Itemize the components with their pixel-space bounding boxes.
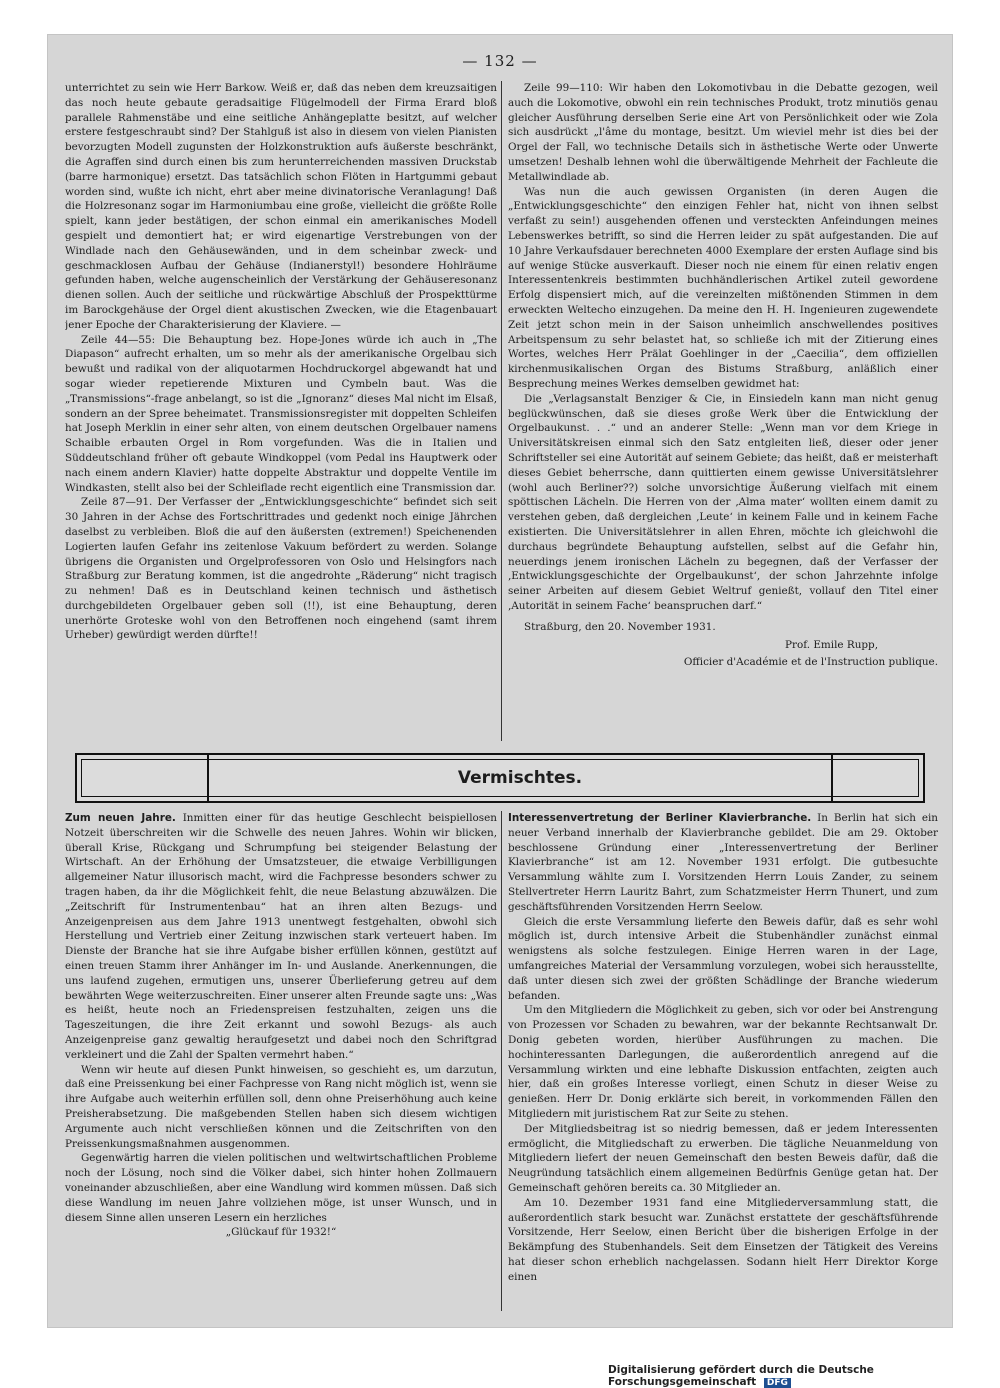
paragraph: Gleich die erste Versammlung lieferte den Beweis dafür, daß es sehr wohl möglich ist, durch intensive Arbeit die Stubenhändler zunächst einmal wenigstens als solche festzulegen. Einige Herren waren in der Lage, umfangreiches Material der Versammlung vorzulegen, wobei sich herausstellte, daß unter diesen sich zwei der größten Schädlinge der Branche wiederum befanden. xyxy=(508,915,938,1002)
scanned-page xyxy=(47,34,953,1328)
dfg-logo: DFG xyxy=(764,1378,791,1388)
paragraph xyxy=(65,811,497,1063)
paragraph: Gegenwärtig harren die vielen politischen und weltwirtschaftlichen Probleme noch der Lösung, noch sind die Völker dabei, sich hinter hohen Zollmauern voneinander abzuschließen, aber eine Wandlung wird kommen müssen. Daß sich diese Wandlung im neuen Jahre vollziehen möge, ist unser Wunsch, und in diesem Sinne allen unseren Lesern ein herzliches xyxy=(65,1152,497,1224)
paragraph-text: Inmitten einer für das heutige Geschlecht beispiellosen Notzeit überschreiten wir die Schwelle des neuen Jahres. Wohin wir blicken, überall Krise, Rückgang und Schrumpfung bei steigender Belastung der Wirtschaft. An der Erhöhung der Umsatzsteuer, die etwaige Verbilligungen allgemeiner Natur illusorisch macht, wird die Fachpresse besonders schwer zu tragen haben, da ihr die Möglichkeit fehlt, die neue Belastung abzuwälzen. Die „Zeitschrift für Instrumentenbau“ hat an ihren alten Bezugs- und Anzeigenpreisen aus dem Jahre 1913 unentwegt festgehalten, obwohl sich Herstellung und Vertrieb einer Zeitung inzwischen stark verteuert haben. Im Dienste der Branche hat sie ihre Aufgabe bisher erfüllen können, gestützt auf einen treuen Stamm ihrer Anhänger im In- und Auslande. Anerkennungen, die uns laufend zugehen, ermutigen uns, unserer Überlieferung getreu auf dem bewährten Wege weiterzuschreiten. Einer unserer alten Freunde sagte uns: „Was es heißt, heute noch an Friedenspreisen festzuhalten, zeigen uns die Tageszeitungen, die ihre Zeit erkannt und sowohl Bezugs- als auch Anzeigenpreise ganz gewaltig heraufgesetzt und dabei noch den Schriftgrad verkleinert und die Zahl der Spalten vermehrt haben.“ xyxy=(65,812,497,1061)
article-piano-trade xyxy=(508,811,938,1285)
section-banner xyxy=(75,753,925,803)
paragraph: Der Mitgliedsbeitrag ist so niedrig bemessen, daß er jedem Interessenten ermöglicht, die Mitgliedschaft zu erwerben. Die tägliche Neuanmeldung von Mitgliedern liefert der neuen Gemeinschaft den besten Beweis dafür, daß die Neugründung tatsächlich einem allgemeinen Bedürfnis Genüge getan hat. Der Gemeinschaft gehören bereits ca. 30 Mitglieder an. xyxy=(508,1122,938,1194)
banner-right-separator xyxy=(831,755,833,801)
paragraph-text: In Berlin hat sich ein neuer Verband innerhalb der Klavierbranche gebildet. Die am 29. Oktober beschlossene Gründung einer „Interessenvertretung der Berliner Klavierbranche“ ist am 12. November 1931 erfolgt. Die gutbesuchte Versammlung wählte zum I. Vorsitzenden Herrn Louis Zander, zu seinem Stellvertreter Herrn Lauritz Bahrt, zum Schatzmeister Herrn Thunert, und zum geschäftsführenden Vorsitzenden Herrn Seelow. xyxy=(508,812,938,913)
signature-block xyxy=(508,620,938,670)
column-divider xyxy=(501,811,502,1311)
paragraph: Die „Verlagsanstalt Benziger & Cie, in Einsiedeln kann man nicht genug beglückwünschen, daß sie dieses große Werk über die Entwicklung der Orgelbaukunst. . .“ und an anderer Stelle: „Wenn man vor dem Kriege in Universitätskreisen einmal sich den Satz entgleiten ließ, dieser oder jener Schriftsteller sei eine Autorität auf seinem Gebiete; das heißt, daß er meisterhaft dieses Gebiet beherrsche, dann quittierten einem gewisse Universitätslehrer (wohl auch Berliner??) solche unvorsichtige Äußerung vielfach mit einem spöttischen Lächeln. Die Herren von der ‚Alma mater‘ wollten einem damit zu verstehen geben, daß dergleichen ‚Leute‘ in keinem Falle und in keinem Fache existierten. Die Universitätslehrer in allen Ehren, möchte ich gleichwohl die durchaus begründete Behauptung aufstellen, selbst auf die Gefahr hin, neuerdings jenem ironischen Lächeln zu begegnen, daß der Verfasser der ‚Entwicklungsgeschichte der Orgelbaukunst‘, der schon Jahrzehnte infolge seiner Arbeiten auf diesem Gebiet Weltruf genießt, vollauf den Titel einer ‚Autorität in seinem Fache‘ beanspruchen darf.“ xyxy=(508,392,938,612)
section-title: Vermischtes. xyxy=(457,768,583,788)
signature-name: Prof. Emile Rupp, xyxy=(785,639,878,652)
column-divider xyxy=(501,81,502,741)
paragraph: Am 10. Dezember 1931 fand eine Mitgliederversammlung statt, die außerordentlich stark besucht war. Zunächst erstattete der geschäftsführende Vorsitzende, Herr Seelow, einen Bericht über die bisherigen Erfolge in der Bekämpfung des Stubenhandels. Seit dem Einsetzen der Tätigkeit des Vereins hat dieser schon erheblich nachgelassen. Sodann hielt Herr Direktor Korge einen xyxy=(508,1196,938,1283)
signature-title: Officier d'Académie et de l'Instruction publique. xyxy=(683,656,938,669)
paragraph: Zeile 87—91. Der Verfasser der „Entwicklungsgeschichte“ befindet sich seit 30 Jahren in der Achse des Fortschrittrades und gedenkt noch einige Jährchen daselbst zu verbleiben. Bloß die auf den äußersten (extremen!) Speichenenden Logierten laufen Gefahr ins zeitenlose Vakuum befördert zu werden. Solange übrigens die Organisten und Orgelprofessoren von Oslo und Helsingfors nach Straßburg zur Beratung kommen, ist die angedrohte „Räderung“ nicht tragisch zu nehmen! Daß es in Deutschland keinen technisch und ästhetisch durchgebildeten Orgelbauer geben soll (!!), ist eine Behauptung, deren unerhörte Groteske wohl von den Betroffenen noch eingehend (samt ihrem Urheber) gewürdigt werden dürfte!! xyxy=(65,496,497,642)
article-heading: Zum neuen Jahre. xyxy=(65,812,176,824)
paragraph: Um den Mitgliedern die Möglichkeit zu geben, sich vor oder bei Anstrengung von Prozessen vor Schaden zu bewahren, war der bekannte Rechtsanwalt Dr. Donig gebeten worden, hierüber Ausführungen zu machen. Die hochinteressanten Darlegungen, die außerordentlich anregend auf die Versammlung wirkten und eine lebhafte Diskussion entfachten, zeigten auch hier, daß ein großes Interesse vorliegt, einen Schutz in dieser Weise zu genießen. Herr Dr. Donig erklärte sich bereit, in vorkommenden Fällen den Mitgliedern mit juristischem Rat zur Seite zu stehen. xyxy=(508,1004,938,1120)
paragraph: Zeile 99—110: Wir haben den Lokomotivbau in die Debatte gezogen, weil auch die Lokomotive, obwohl ein rein technisches Produkt, trotz minutiös genau gleicher Ausführung derselben Serie eine Art von Persönlichkeit oder wie Zola sich ausdrückt „l'âme du montage, besitzt. Um wieviel mehr ist dies bei der Orgel der Fall, wo technische Details sich in ästhetische Werte oder Unwerte umsetzen! Deshalb lehnen wohl die überwältigende Mehrheit der Fachleute die Metallwindlade ab. xyxy=(508,82,938,183)
article-new-year xyxy=(65,811,497,1240)
signature-dateline: Straßburg, den 20. November 1931. xyxy=(524,620,716,633)
closing-line: „Glückauf für 1932!“ xyxy=(225,1226,337,1239)
paragraph: Wenn wir heute auf diesen Punkt hinweisen, so geschieht es, um darzutun, daß eine Preissenkung bei einer Fachpresse von Rang nicht möglich ist, wenn sie ihre Aufgabe auch weiterhin erfüllen soll, denn ohne Preiserhöhung auch keine Preisherabsetzung. Die maßgebenden Stellen haben sich diesem wichtigen Argumente auch nicht verschließen können und die Zeitschriften von den Preissenkungsmaßnahmen ausgenommen. xyxy=(65,1063,497,1150)
paragraph: Zeile 44—55: Die Behauptung bez. Hope-Jones würde ich auch in „The Diapason“ aufrecht erhalten, um so mehr als der amerikanische Orgelbau sich bewußt und radikal von der aliquotarmen Hochdruckorgel abgewandt hat und sogar wieder repetierende Mixturen und Cymbeln baut. Was die „Transmissions“-frage anbelangt, so ist die „Ignoranz“ dieses Mal nicht im Elsaß, sondern an der Spree beheimatet. Transmissionsregister mit doppelten Schleifen hat Joseph Merklin in einer sehr alten, von einem deutschen Orgelbauer namens Schaible erbauten Orgel in Rom vorgefunden. Was die in Italien und Süddeutschland früher oft gebaute Windkoppel (vom Pedal ins Hauptwerk oder nach einem andern Klavier) hatte doppelte Abstraktur und doppelte Ventile im Windkasten, stellt also bei der Schleiflade recht eigentlich eine Transmission dar. xyxy=(65,333,497,494)
paragraph: unterrichtet zu sein wie Herr Barkow. Weiß er, daß das neben dem kreuzsaitigen das noch heute gebaute geradsaitige Flügelmodell der Firma Erard bloß parallele Rahmenstäbe und eine seitliche Anhängeplatte besitzt, auf welcher erstere festgeschraubt sind? Der Stahlguß ist also in diesem von vielen Pianisten bevorzugten Modell zugunsten der Holzkonstruktion aufs äußerste beschränkt, die Agraffen sind durch einen bis zum herunterreichenden massiven Druckstab (barre harmonique) ersetzt. Das tatsächlich schon Flöten in Hartgummi gebaut worden sind, wußte ich nicht, ehrt aber meine divinatorische Veranlagung! Daß die Holzresonanz sogar im Harmoniumbau eine große, vielleicht die größte Rolle spielt, kann jeder bestätigen, der schon einmal ein amerikanisches Modell gespielt und demontiert hat; er wird eigenartige Verstrebungen von der Windlade nach den Gehäusewänden, und in dem scheinbar zweck- und geschmacklosen Aufbau der Gehäuse (Indianerstyl!) besondere Hohlräume gefunden haben, welche augenscheinlich der Verstärkung der Gehäuseresonanz dienen sollen. Auch der seitliche und rückwärtige Abschluß der Prospekttürme im Barockgehäuse der Orgel dient akustischen Zwecken, wie die Etagenbauart jener Epoche der Charakterisierung der Klaviere. — xyxy=(65,82,497,331)
article-heading: Interessenvertretung der Berliner Klavierbranche. xyxy=(508,812,812,824)
page-number: — 132 — xyxy=(462,52,538,70)
digitization-credit xyxy=(608,1364,1000,1388)
article-continuation-left xyxy=(65,81,497,643)
article-continuation-right xyxy=(508,81,938,670)
paragraph xyxy=(508,811,938,915)
paragraph: Was nun die auch gewissen Organisten (in deren Augen die „Entwicklungsgeschichte“ den einzigen Fehler hat, nicht von ihnen selbst verfaßt zu sein!) ausgehenden offenen und versteckten Anfeindungen meines Lebenswerkes betrifft, so sind die Herren leider zu spät aufgestanden. Die auf 10 Jahre Verkaufsdauer berechneten 4000 Exemplare der ersten Auflage sind bis auf wenige Stücke ausverkauft. Dieser noch nie einem für einen relativ engen Interessentenkreis bestimmten buchhändlerischen Artikel zuteil gewordene Erfolg dispensiert mich, auf die vereinzelten mißtönenden Stimmen in dem erweckten Weltecho einzugehen. Da meine den H. H. Ingenieuren zugewendete Zeit jetzt schon mein in der Saison unheimlich anschwellendes positives Arbeitspensum zu sehr belastet hat, so schließe ich mit der Zitierung eines Wortes, welches Herr Prälat Goehlinger in der „Caecilia“, dem offiziellen kirchenmusikalischen Organ des Bistums Straßburg, anläßlich einer Besprechung meines Werkes demselben gewidmet hat: xyxy=(508,185,938,390)
credit-text: Digitalisierung gefördert durch die Deutsche Forschungsgemeinschaft xyxy=(608,1364,874,1388)
